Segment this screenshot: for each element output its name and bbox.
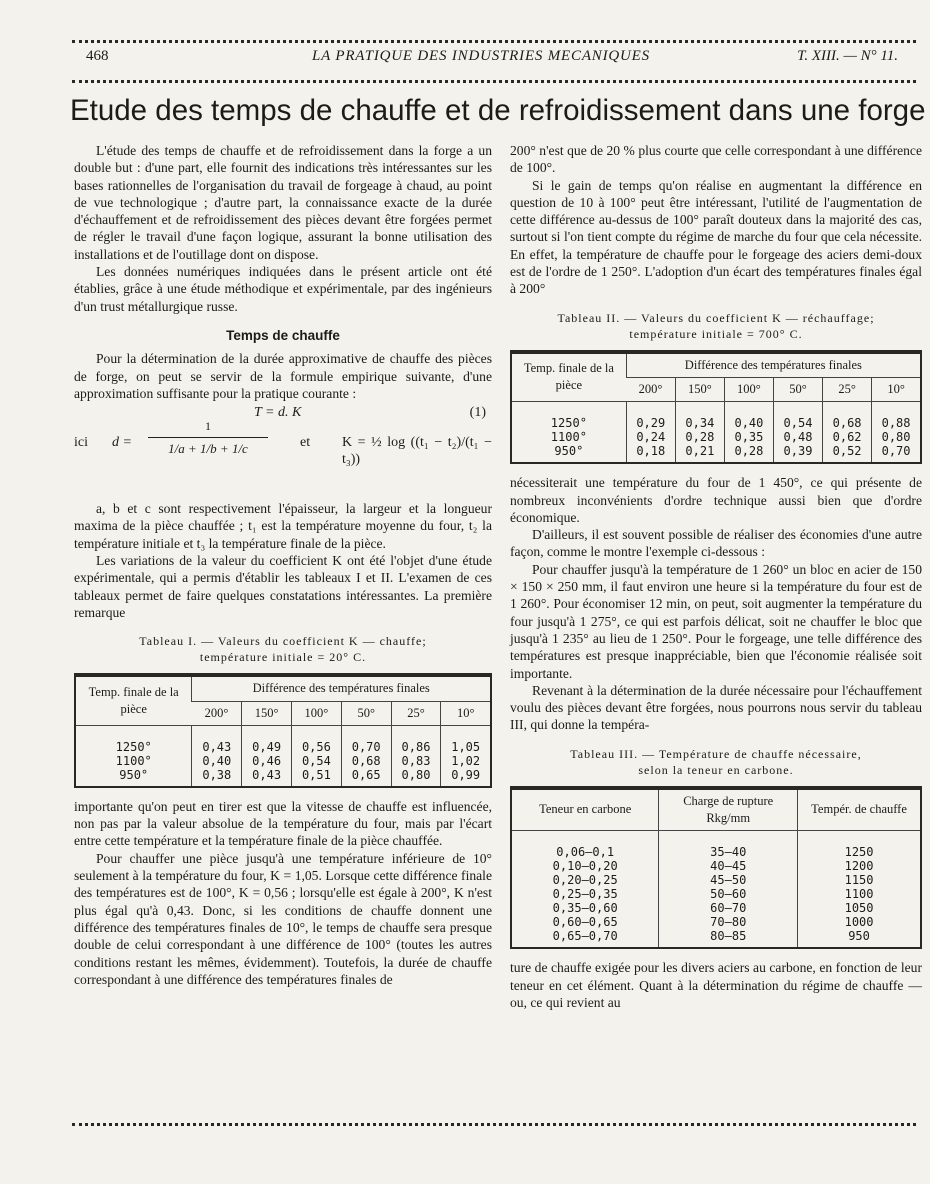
table3-caption-line2: selon la teneur en carbone. — [638, 762, 794, 777]
table1-value-col — [192, 725, 242, 786]
table-cell: 0,40 — [202, 753, 232, 768]
page-number: 468 — [86, 48, 109, 64]
table1-caption-line1: Tableau I. — Valeurs du coefficient K — chauffe; — [139, 634, 427, 649]
formula-main: T = d. K — [254, 405, 302, 421]
table-cell: 1,02 — [451, 753, 481, 768]
table-cell: 0,65 — [351, 767, 381, 782]
table-cell: 0,80 — [881, 430, 911, 445]
table-cell: 950 — [848, 929, 870, 944]
table-cell: 0,34 — [685, 416, 715, 431]
table-cell: 45—50 — [710, 873, 747, 888]
table3-temp-col — [798, 831, 920, 948]
table-cell: 0,46 — [252, 753, 282, 768]
table-cell: 0,65—0,70 — [552, 929, 618, 944]
table1-col-header: 50° — [341, 701, 391, 725]
paragraph: Les données numériques indiquées dans le présent article ont été établies, grâce à une étude méthodique et expérimentale, par des ingénieurs d'un trust métallurgique russe. — [74, 264, 492, 314]
table-cell: 0,06—0,1 — [556, 845, 615, 860]
paragraph: D'ailleurs, il est souvent possible de réaliser des économies d'une autre façon, comme le montre l'exemple ci-dessous : — [510, 527, 922, 560]
table2-value-col — [724, 402, 773, 463]
table1-col-header: 10° — [441, 701, 490, 725]
paragraph: Revenant à la détermination de la durée nécessaire pour l'échauffement voulu des pièces devant être forgées, nous pourrons nous servir du tableau III, qui donne la tempéra- — [510, 682, 922, 733]
table3-caption — [510, 746, 922, 778]
table-cell: 0,62 — [832, 430, 862, 445]
table-cell: 0,68 — [351, 753, 381, 768]
table2-col-header: 100° — [724, 377, 773, 401]
table1-group-header: Différence des températures finales — [192, 677, 490, 701]
table-cell: 0,49 — [252, 739, 282, 754]
table-cell: 0,52 — [832, 444, 862, 459]
table1-value-col — [242, 725, 292, 786]
paragraph: Pour la détermination de la durée approximative de chauffe des pièces de forge, on peut se servir de la formule empirique suivante, d'une approximation suffisante pour la pratique courante : — [74, 351, 492, 401]
table-cell: 1200 — [844, 859, 874, 874]
table-cell: 0,60—0,65 — [552, 915, 618, 930]
table-cell: 1250 — [844, 845, 874, 860]
table3-header-carbon: Teneur en carbone — [512, 790, 659, 831]
table1-col-header: 200° — [192, 701, 242, 725]
table-cell: 1150 — [844, 873, 874, 888]
table2-value-col — [823, 402, 872, 463]
table-cell: 0,54 — [301, 753, 331, 768]
table3 — [510, 786, 922, 950]
table-cell: 0,38 — [202, 767, 232, 782]
formula-et: et — [300, 435, 311, 451]
fraction-denominator: 1/a + 1/b + 1/c — [168, 441, 248, 457]
table2-temp-col — [512, 402, 626, 463]
table2-value-col — [675, 402, 724, 463]
paragraph: a, b et c sont respectivement l'épaisseur, la largeur et la longueur maxima de la pièce chauffée ; t₁ est la température moyenne du four, t₂ la température initiale et t₃ la température finale de la pièce. — [74, 501, 492, 551]
table-cell: 0,83 — [401, 753, 431, 768]
table-cell: 0,43 — [252, 767, 282, 782]
table-cell: 0,88 — [881, 416, 911, 431]
left-column — [74, 142, 492, 988]
table-cell: 70—80 — [710, 915, 747, 930]
table2-value-col — [872, 402, 920, 463]
table-cell: 50—60 — [710, 887, 747, 902]
table2 — [510, 350, 922, 465]
fraction-bar — [148, 437, 268, 438]
table2-value-col — [773, 402, 822, 463]
fraction-numerator: 1 — [205, 419, 211, 434]
table1-value-col — [391, 725, 441, 786]
header-bottom-rule — [72, 80, 916, 83]
formula-block — [74, 404, 492, 496]
table-cell: 0,35 — [734, 430, 764, 445]
table1-col-header: 25° — [391, 701, 441, 725]
table-cell: 35—40 — [710, 845, 747, 860]
header-top-rule — [72, 40, 916, 43]
table-row — [76, 725, 490, 786]
paragraph: 200° n'est que de 20 % plus courte que celle correspondant à une différence de 100°. — [510, 143, 922, 176]
table-cell: 0,35—0,60 — [552, 901, 618, 916]
paragraph: nécessiterait une température du four de 1 450°, ce qui présente de nombreux inconvénients d'ordre technique aussi bien que d'ordre économique. — [510, 475, 922, 525]
table-cell: 1100 — [844, 887, 874, 902]
table-cell: 0,39 — [783, 444, 813, 459]
volume-number: T. XIII. — N° 11. — [797, 48, 898, 64]
table-cell: 0,54 — [783, 416, 813, 431]
table-cell: 0,24 — [636, 430, 666, 445]
table1-value-col — [341, 725, 391, 786]
table-cell: 0,28 — [685, 430, 715, 445]
table1 — [74, 673, 492, 788]
table-cell: 0,99 — [451, 767, 481, 782]
table1-col-header: 150° — [242, 701, 292, 725]
table-cell: 0,20—0,25 — [552, 873, 618, 888]
table-cell: 1100° — [115, 753, 152, 768]
table2-group-header: Différence des températures finales — [626, 354, 920, 378]
table1-caption-line2: température initiale = 20° C. — [199, 650, 367, 665]
table-cell: 1000 — [844, 915, 874, 930]
table-cell: 0,25—0,35 — [552, 887, 618, 902]
table2-col-header: 50° — [773, 377, 822, 401]
paragraph: Les variations de la valeur du coefficient K ont été l'objet d'une étude expérimentale, qui a permis d'établir les tableaux I et II. L'examen de ces tableaux permet de faire quelques constatations intéressantes. La première remarque — [74, 553, 492, 620]
table2-col-header: 150° — [675, 377, 724, 401]
running-header — [86, 48, 916, 70]
table3-header-temp: Tempér. de chauffe — [798, 790, 920, 831]
table-cell: 0,40 — [734, 416, 764, 431]
table-cell: 1250° — [115, 739, 152, 754]
table2-col-header: 25° — [823, 377, 872, 401]
paragraph: ture de chauffe exigée pour les divers aciers au carbone, en fonction de leur teneur en cet élément. Quant à la détermination du régime de chauffe — ou, ce qui revient au — [510, 960, 922, 1010]
table-cell: 950° — [554, 444, 584, 459]
table-cell: 0,68 — [832, 416, 862, 431]
table1-value-col — [292, 725, 342, 786]
table1-row-header: Temp. finale de la pièce — [76, 677, 192, 725]
formula-number: (1) — [469, 405, 486, 421]
table1-value-col — [441, 725, 490, 786]
table-cell: 0,29 — [636, 416, 666, 431]
formula-d-eq: d = — [112, 435, 132, 451]
table2-caption-line2: température initiale = 700° C. — [629, 326, 803, 341]
table-cell: 0,48 — [783, 430, 813, 445]
table1-caption — [74, 633, 492, 665]
table3-charge-col — [659, 831, 798, 948]
table1-temp-col — [76, 725, 192, 786]
table2-col-header: 200° — [626, 377, 675, 401]
formula-d-fraction — [148, 418, 268, 458]
table-cell: 1050 — [844, 901, 874, 916]
table3-carbon-col — [512, 831, 659, 948]
paragraph: L'étude des temps de chauffe et de refroidissement dans la forge a un double but : d'une part, elle fournit des indications très intéressantes sur les bases rationnelles de l'organisation du travail de forgeage à chaud, au point de vue technologique ; d'autre part, la connaissance exacte de la durée d'échauffement et de refroidissement des pièces devant être forgées permet de régler le travail d'une façon logique, assurant la bonne utilisation des installations et de l'outillage dont on dispose. — [74, 143, 492, 262]
table2-row-header: Temp. finale de la pièce — [512, 354, 626, 402]
table3-header-charge: Charge de rupture Rkg/mm — [659, 790, 798, 831]
table-cell: 0,70 — [351, 739, 381, 754]
paragraph: Si le gain de temps qu'on réalise en augmentant la différence en question de 10 à 100° peut être intéressant, l'utilité de l'augmentation de cette différence au-dessus de 100° paraît douteux dans la majorité des cas, surtout si l'on tient compte du régime de marche du four que cela nécessite. En effet, la température de chauffe pour le forgeage des aciers demi-doux est de l'ordre de 1 250°. L'adoption d'un écart des températures finales égal à 200° — [510, 177, 922, 297]
right-column — [510, 142, 922, 1011]
table-cell: 0,43 — [202, 739, 232, 754]
table-cell: 0,21 — [685, 444, 715, 459]
formula-k: K = ½ log ((t₁ − t₂)/(t₁ − t₃)) — [342, 435, 492, 468]
table-cell: 80—85 — [710, 929, 747, 944]
table1-col-header: 100° — [292, 701, 342, 725]
formula-ici: ici — [74, 435, 88, 451]
article-title: Etude des temps de chauffe et de refroidissement dans une forge — [70, 94, 926, 127]
table-cell: 60—70 — [710, 901, 747, 916]
table-cell: 40—45 — [710, 859, 747, 874]
table-cell: 0,18 — [636, 444, 666, 459]
table-cell: 1100° — [550, 430, 587, 445]
table-cell: 1,05 — [451, 739, 481, 754]
section-heading: Temps de chauffe — [226, 327, 340, 343]
journal-title: LA PRATIQUE DES INDUSTRIES MECANIQUES — [312, 48, 650, 64]
paragraph: Pour chauffer une pièce jusqu'à une température inférieure de 10° seulement à la température du four, K = 1,05. Lorsque cette différence finale des températures est de 100°, K = 0,56 ; lorsqu'elle est égale à 200°, K n'est plus égal qu'à 0,43. Donc, si les conditions de chauffe donnent une différence des températures finales de 10°, le temps de chauffe sera presque double de celui correspondant à une différence de 100° (toutes les autres conditions restant les mêmes, évidemment). Toutefois, la durée de chauffe correspondant à une différence des températures finales de — [74, 850, 492, 987]
table-cell: 0,51 — [301, 767, 331, 782]
table-cell: 0,86 — [401, 739, 431, 754]
table2-value-col — [626, 402, 675, 463]
table2-caption-line1: Tableau II. — Valeurs du coefficient K — réchauffage; — [557, 310, 875, 325]
table-cell: 0,70 — [881, 444, 911, 459]
table-cell: 950° — [119, 767, 149, 782]
table2-col-header: 10° — [872, 377, 920, 401]
table-row — [512, 402, 920, 463]
table-cell: 0,28 — [734, 444, 764, 459]
table-cell: 1250° — [550, 416, 587, 431]
table3-caption-line1: Tableau III. — Température de chauffe nécessaire, — [570, 746, 862, 761]
table-row — [512, 831, 920, 948]
table-cell: 0,80 — [401, 767, 431, 782]
table-cell: 0,56 — [301, 739, 331, 754]
paragraph: importante qu'on peut en tirer est que la vitesse de chauffe est influencée, non pas par la valeur absolue de la température du four, mais par l'écart entre cette température et la température finale de la pièce chauffée. — [74, 798, 492, 849]
paragraph: Pour chauffer jusqu'à la température de 1 260° un bloc en acier de 150 × 150 × 250 mm, il faut environ une heure si la température du four est de 1 260°. Pour économiser 12 min, on peut, soit augmenter la température du four jusqu'à 1 275°, ce qui est parfois délicat, soit ne chauffer le bloc que jusqu'à 1 235° au lieu de 1 250°. Pour le forgeage, une telle différence des températures est presque inappréciable, bien que l'économie réalisée soit importante. — [510, 561, 922, 681]
footer-rule — [72, 1123, 916, 1126]
table2-caption — [510, 310, 922, 342]
table-cell: 0,10—0,20 — [552, 859, 618, 874]
